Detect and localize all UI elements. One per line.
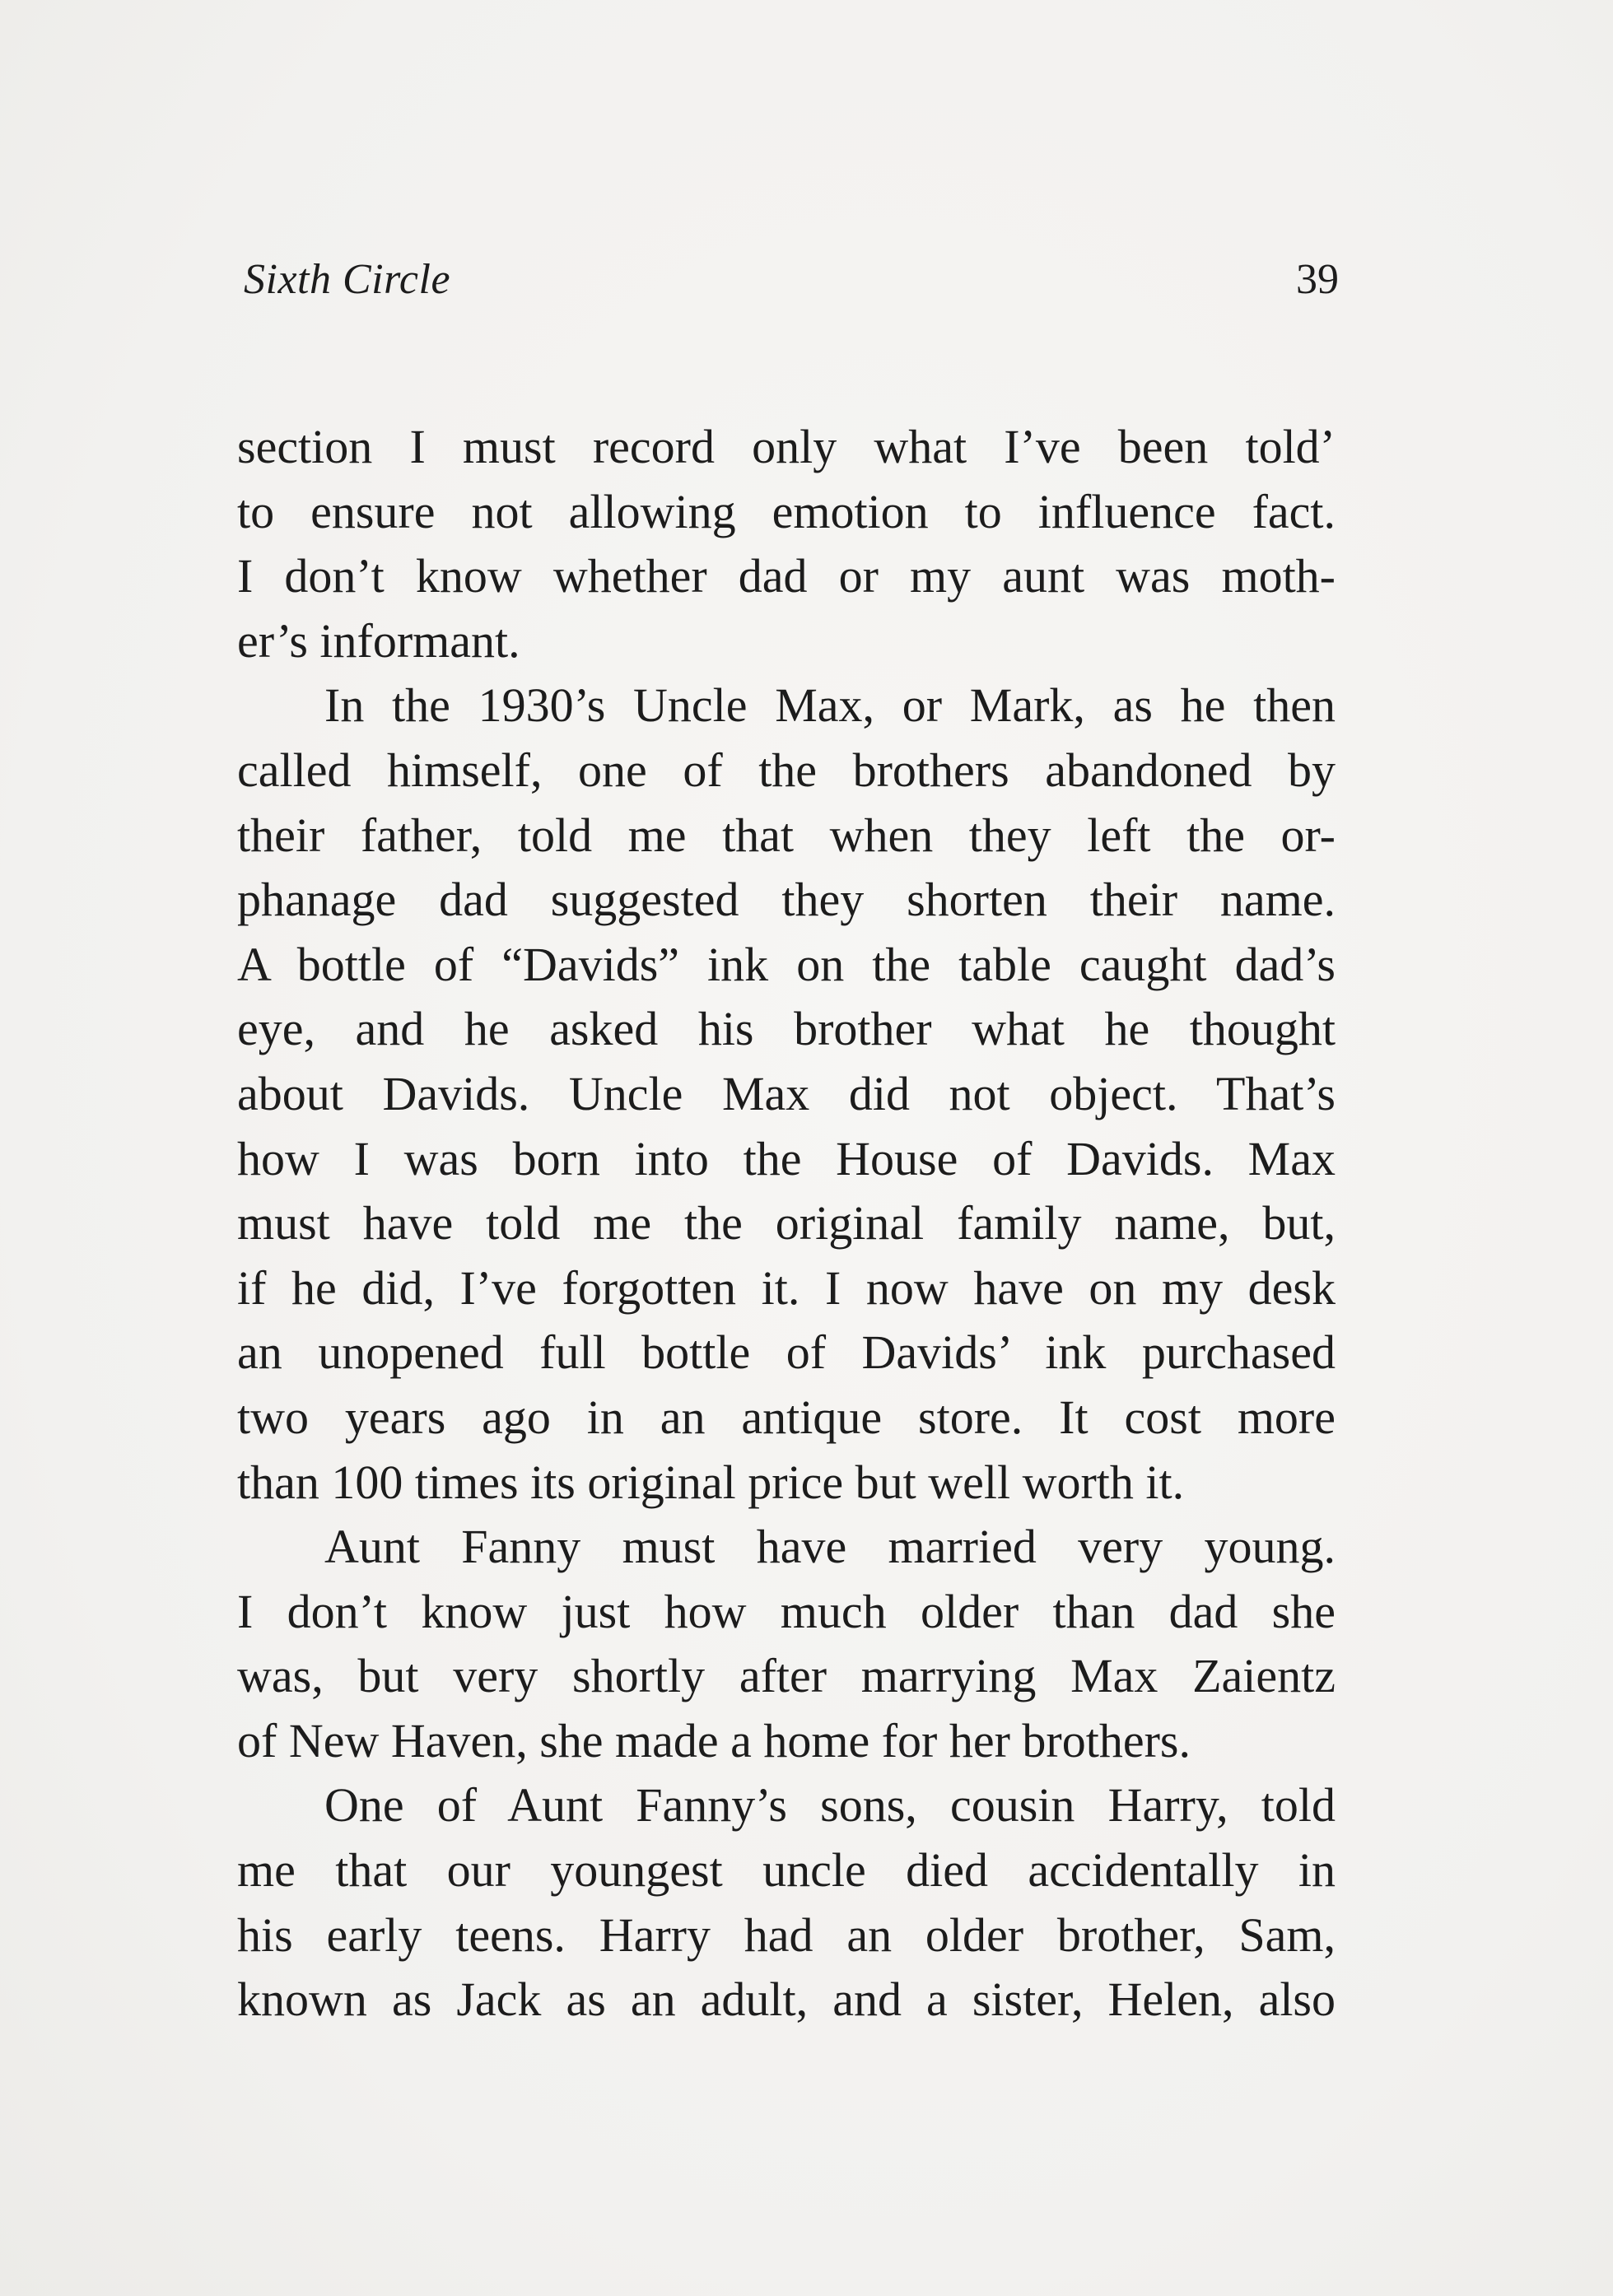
text-line: how I was born into the House of Davids. Max bbox=[237, 1131, 1336, 1185]
text-line: of New Haven, she made a home for her brothers. bbox=[237, 1713, 1191, 1767]
text-line: Aunt Fanny must have married very young. bbox=[324, 1520, 1336, 1574]
text-line: two years ago in an antique store. It cost more bbox=[237, 1390, 1336, 1444]
text-line: er’s informant. bbox=[237, 613, 520, 668]
text-line: eye, and he asked his brother what he thought bbox=[237, 1002, 1336, 1056]
text-line: their father, told me that when they left the or- bbox=[237, 808, 1336, 862]
text-line: about Davids. Uncle Max did not object. That’s bbox=[237, 1066, 1336, 1120]
text-line: A bottle of “Davids” ink on the table caught dad’s bbox=[237, 937, 1336, 991]
text-line: I don’t know just how much older than dad she bbox=[237, 1584, 1336, 1638]
text-line: known as Jack as an adult, and a sister, Helen, also bbox=[237, 1972, 1336, 2027]
text-line: than 100 times its original price but well worth it. bbox=[237, 1455, 1185, 1509]
text-line: One of Aunt Fanny’s sons, cousin Harry, told bbox=[324, 1778, 1336, 1833]
running-head bbox=[244, 247, 1339, 313]
text-line: called himself, one of the brothers abandoned by bbox=[237, 743, 1336, 797]
text-line: me that our youngest uncle died accidentally in bbox=[237, 1843, 1336, 1898]
text-line: In the 1930’s Uncle Max, or Mark, as he then bbox=[324, 678, 1336, 733]
text-line: I don’t know whether dad or my aunt was moth- bbox=[237, 549, 1336, 603]
body-text bbox=[237, 415, 1336, 2033]
text-line: his early teens. Harry had an older brother, Sam, bbox=[237, 1907, 1336, 1962]
text-line: was, but very shortly after marrying Max Zaientz bbox=[237, 1649, 1336, 1703]
text-line: if he did, I’ve forgotten it. I now have on my desk bbox=[237, 1260, 1336, 1315]
text-line: phanage dad suggested they shorten their name. bbox=[237, 873, 1336, 927]
text-line: section I must record only what I’ve been told’ bbox=[237, 420, 1336, 473]
text-line: must have told me the original family name, but, bbox=[237, 1196, 1336, 1250]
page-number: 39 bbox=[1296, 256, 1339, 303]
text-line: to ensure not allowing emotion to influence fact. bbox=[237, 484, 1336, 538]
running-title: Sixth Circle bbox=[244, 256, 451, 303]
text-line: an unopened full bottle of Davids’ ink purchased bbox=[237, 1325, 1336, 1380]
